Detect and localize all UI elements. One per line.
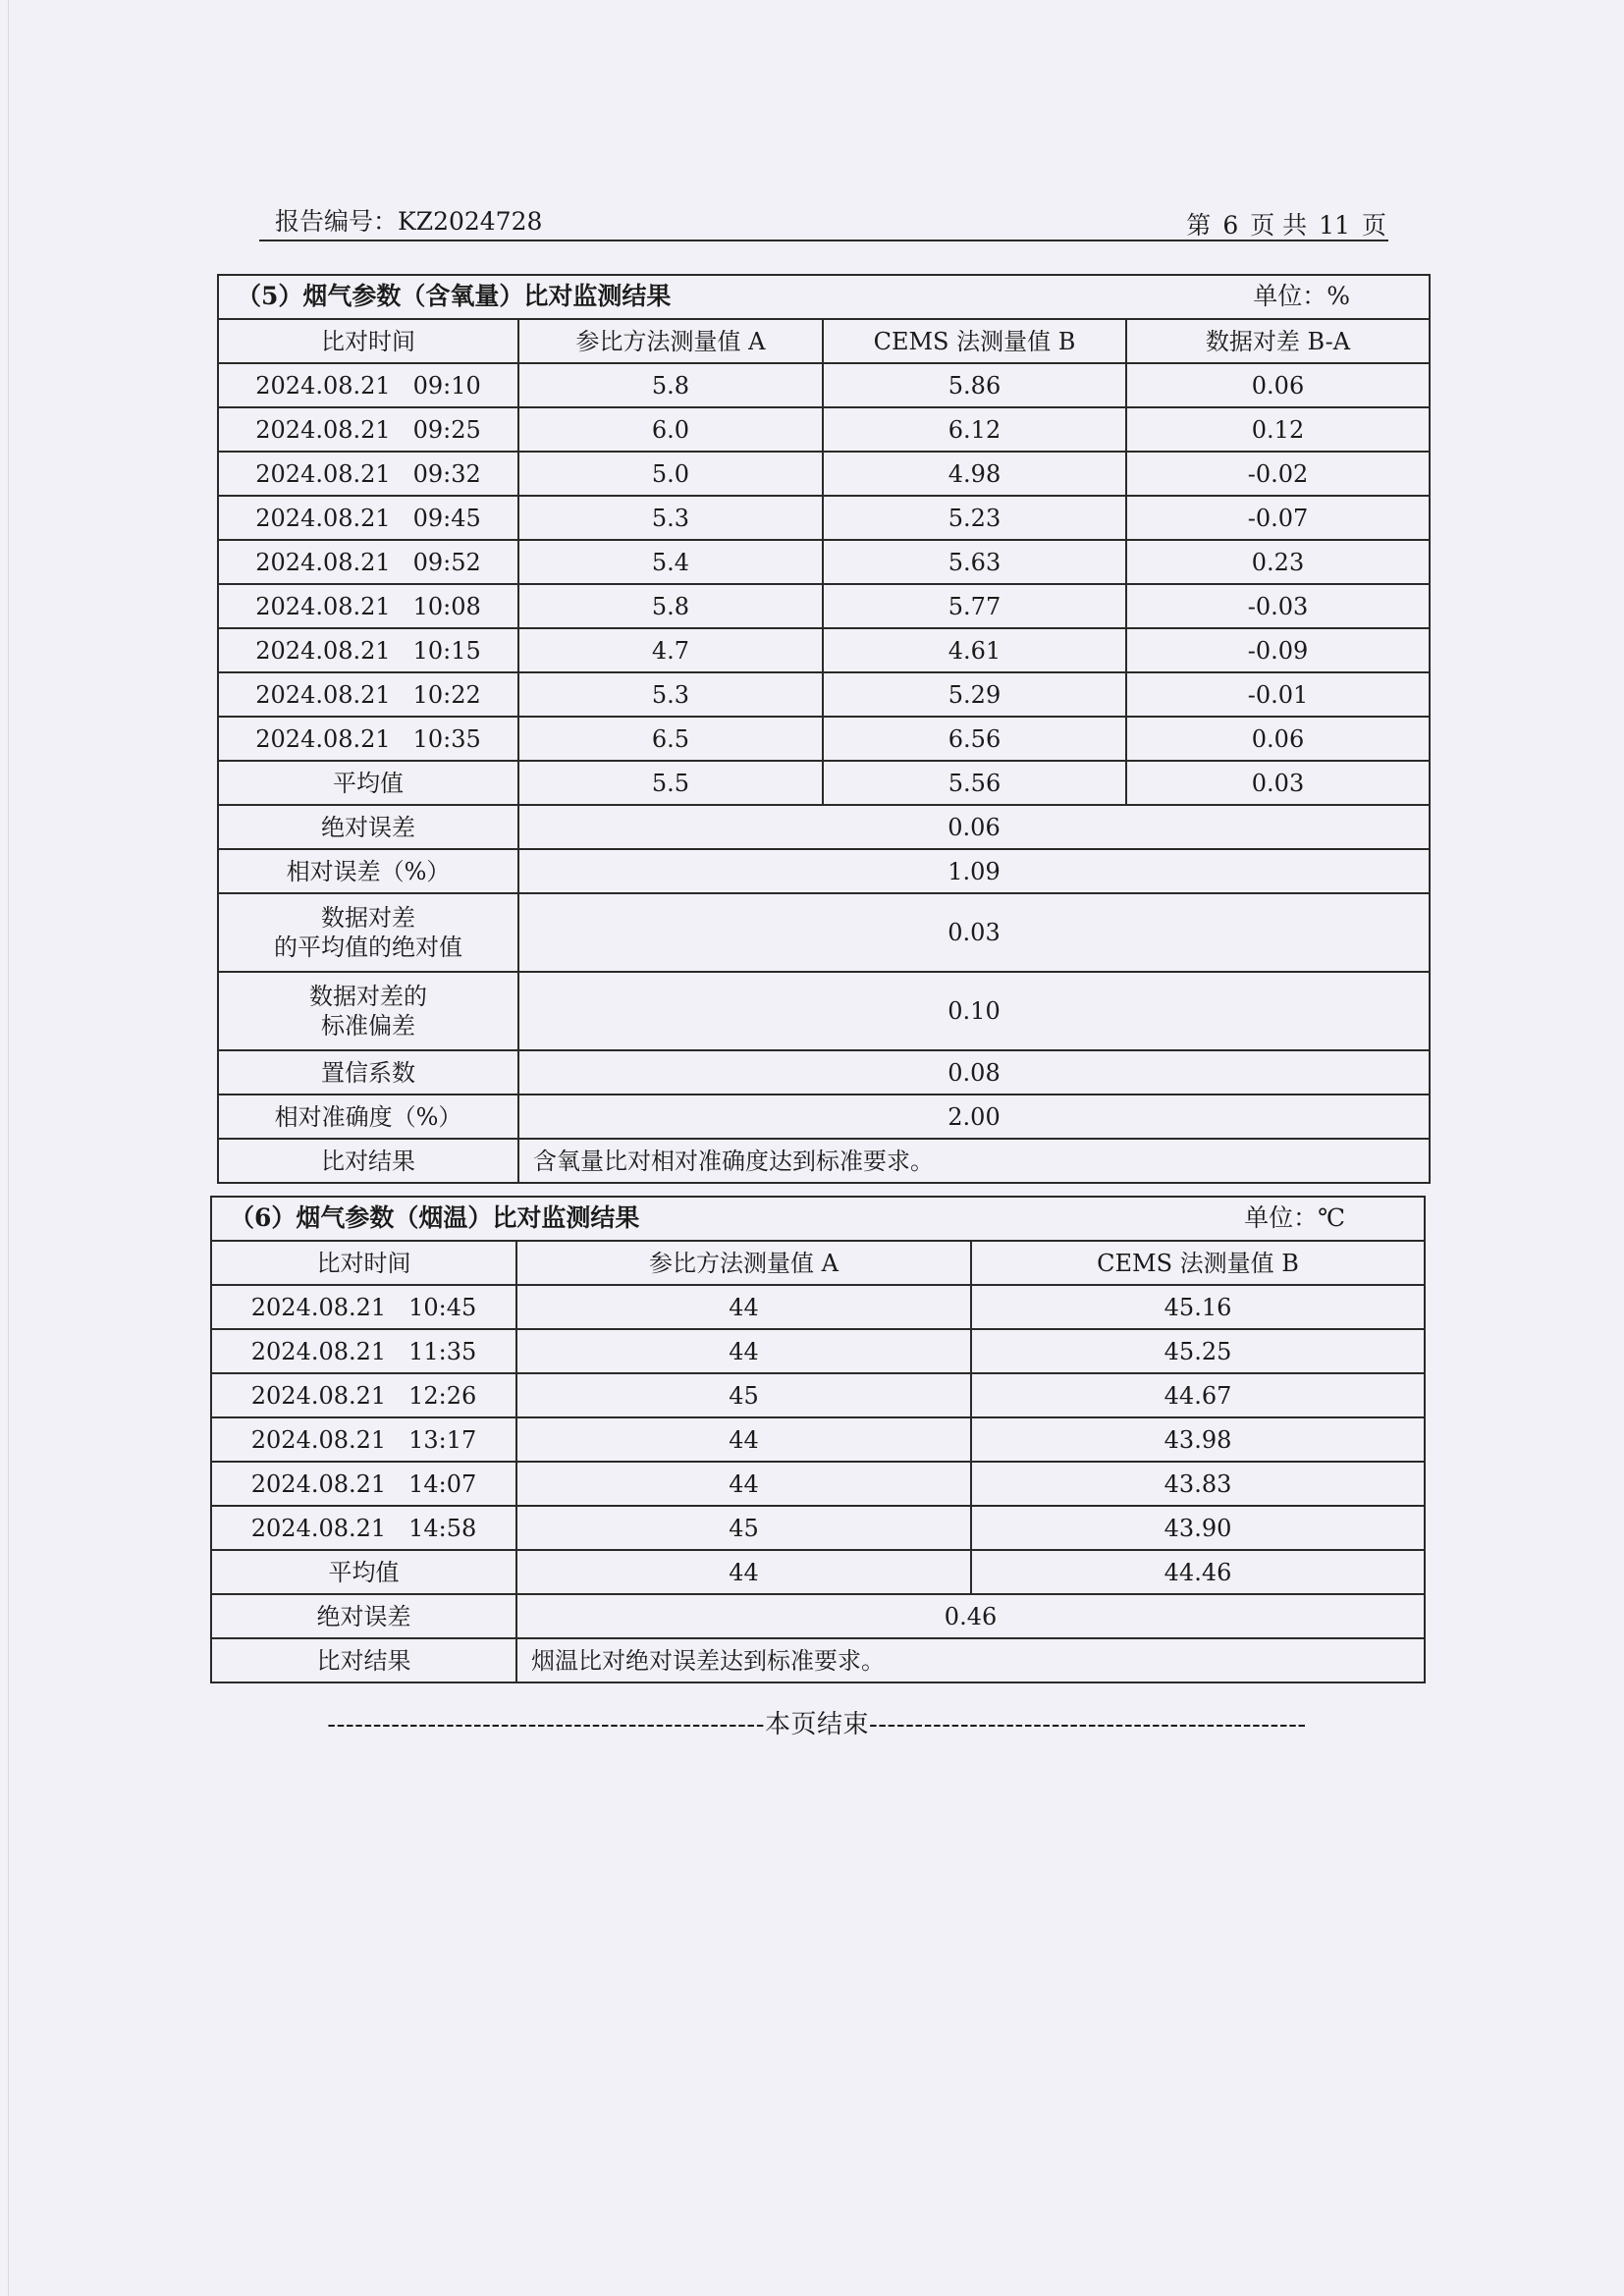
value-a-cell: 5.4 (518, 540, 823, 584)
result-row (211, 1638, 1425, 1682)
table-row (218, 363, 1430, 407)
column-header: 数据对差 B-A (1126, 319, 1430, 363)
average-label: 平均值 (218, 761, 518, 805)
stat-row (218, 1095, 1430, 1139)
table-row (218, 540, 1430, 584)
stat-label: 置信系数 (218, 1050, 518, 1095)
page-end-marker: ------------------------------------------------本页结束------------------------------------------------ (327, 1710, 1307, 1739)
time-cell: 2024.08.21 11:35 (211, 1329, 516, 1373)
table-row (218, 584, 1430, 628)
stat-value: 0.08 (518, 1050, 1430, 1095)
page-prefix: 第 (1186, 211, 1212, 240)
result-label: 比对结果 (218, 1139, 518, 1183)
table-row (218, 717, 1430, 761)
page-number: 6 (1222, 211, 1239, 240)
diff-cell: 0.06 (1126, 363, 1430, 407)
average-label: 平均值 (211, 1550, 516, 1594)
time-cell: 2024.08.21 09:52 (218, 540, 518, 584)
value-b-cell: 44.67 (971, 1373, 1425, 1417)
value-a-cell: 5.8 (518, 363, 823, 407)
stat-label: 数据对差 的平均值的绝对值 (218, 893, 518, 972)
value-a-cell: 44 (516, 1285, 971, 1329)
diff-cell: 0.06 (1126, 717, 1430, 761)
average-a: 44 (516, 1550, 971, 1594)
page-mid: 页 共 (1250, 211, 1308, 240)
stat-row (218, 972, 1430, 1050)
time-cell: 2024.08.21 12:26 (211, 1373, 516, 1417)
time-cell: 2024.08.21 14:07 (211, 1462, 516, 1506)
value-b-cell: 45.16 (971, 1285, 1425, 1329)
report-number-label: 报告编号： (275, 207, 399, 236)
diff-cell: -0.07 (1126, 496, 1430, 540)
stat-label: 绝对误差 (211, 1594, 516, 1638)
page-suffix: 页 (1361, 211, 1386, 240)
diff-cell: -0.03 (1126, 584, 1430, 628)
value-b-cell: 4.61 (823, 628, 1126, 672)
time-cell: 2024.08.21 10:22 (218, 672, 518, 717)
average-row (218, 761, 1430, 805)
temperature-comparison-table (210, 1196, 1426, 1683)
stat-value: 1.09 (518, 849, 1430, 893)
value-a-cell: 4.7 (518, 628, 823, 672)
average-b: 5.56 (823, 761, 1126, 805)
table-row (211, 1285, 1425, 1329)
diff-cell: -0.02 (1126, 452, 1430, 496)
table-row (218, 496, 1430, 540)
table-row (211, 1506, 1425, 1550)
time-cell: 2024.08.21 10:45 (211, 1285, 516, 1329)
stat-value: 2.00 (518, 1095, 1430, 1139)
column-header: 参比方法测量值 A (518, 319, 823, 363)
average-diff: 0.03 (1126, 761, 1430, 805)
table-row (218, 628, 1430, 672)
table-row (211, 1329, 1425, 1373)
diff-cell: 0.12 (1126, 407, 1430, 452)
value-a-cell: 44 (516, 1329, 971, 1373)
stat-label: 数据对差的 标准偏差 (218, 972, 518, 1050)
column-header: CEMS 法测量值 B (823, 319, 1126, 363)
stat-value: 0.03 (518, 893, 1430, 972)
diff-cell: -0.09 (1126, 628, 1430, 672)
average-b: 44.46 (971, 1550, 1425, 1594)
stat-label: 绝对误差 (218, 805, 518, 849)
time-cell: 2024.08.21 10:08 (218, 584, 518, 628)
report-number-value: KZ2024728 (398, 207, 543, 236)
value-b-cell: 4.98 (823, 452, 1126, 496)
table-row (211, 1417, 1425, 1462)
page-edge (8, 0, 9, 2296)
table-row (211, 1462, 1425, 1506)
diff-cell: 0.23 (1126, 540, 1430, 584)
oxygen-comparison-table (217, 274, 1431, 1184)
table-row (218, 672, 1430, 717)
value-b-cell: 43.98 (971, 1417, 1425, 1462)
result-row (218, 1139, 1430, 1183)
average-a: 5.5 (518, 761, 823, 805)
result-text: 含氧量比对相对准确度达到标准要求。 (518, 1139, 1430, 1183)
stat-row (211, 1594, 1425, 1638)
column-header: 参比方法测量值 A (516, 1241, 971, 1285)
value-b-cell: 6.12 (823, 407, 1126, 452)
value-a-cell: 5.8 (518, 584, 823, 628)
table-row (218, 407, 1430, 452)
value-a-cell: 6.0 (518, 407, 823, 452)
table-row (211, 1373, 1425, 1417)
section5-title: （5）烟气参数（含氧量）比对监测结果 (237, 282, 672, 310)
stat-row (218, 1050, 1430, 1095)
value-a-cell: 45 (516, 1506, 971, 1550)
stat-label: 相对误差（%） (218, 849, 518, 893)
average-row (211, 1550, 1425, 1594)
value-b-cell: 43.83 (971, 1462, 1425, 1506)
value-b-cell: 5.77 (823, 584, 1126, 628)
value-b-cell: 43.90 (971, 1506, 1425, 1550)
value-b-cell: 6.56 (823, 717, 1126, 761)
page-indicator (1186, 206, 1386, 241)
stat-value: 0.46 (516, 1594, 1425, 1638)
section6-header-row (211, 1241, 1425, 1285)
stat-row (218, 849, 1430, 893)
stat-value: 0.10 (518, 972, 1430, 1050)
time-cell: 2024.08.21 14:58 (211, 1506, 516, 1550)
column-header: 比对时间 (218, 319, 518, 363)
value-b-cell: 5.29 (823, 672, 1126, 717)
section6-title: （6）烟气参数（烟温）比对监测结果 (230, 1203, 640, 1232)
stat-row (218, 893, 1430, 972)
value-b-cell: 5.63 (823, 540, 1126, 584)
stat-label: 相对准确度（%） (218, 1095, 518, 1139)
table-row (218, 452, 1430, 496)
diff-cell: -0.01 (1126, 672, 1430, 717)
time-cell: 2024.08.21 13:17 (211, 1417, 516, 1462)
column-header: 比对时间 (211, 1241, 516, 1285)
section5-unit: 单位：% (1253, 282, 1350, 310)
time-cell: 2024.08.21 09:32 (218, 452, 518, 496)
value-b-cell: 5.23 (823, 496, 1126, 540)
section6-unit: 单位：℃ (1244, 1203, 1346, 1232)
value-a-cell: 5.3 (518, 496, 823, 540)
section5-header-row (218, 319, 1430, 363)
time-cell: 2024.08.21 09:45 (218, 496, 518, 540)
page-total: 11 (1319, 211, 1350, 240)
stat-value: 0.06 (518, 805, 1430, 849)
stat-row (218, 805, 1430, 849)
section5-title-row (218, 275, 1430, 319)
time-cell: 2024.08.21 09:25 (218, 407, 518, 452)
result-label: 比对结果 (211, 1638, 516, 1682)
column-header: CEMS 法测量值 B (971, 1241, 1425, 1285)
value-a-cell: 44 (516, 1417, 971, 1462)
value-a-cell: 5.3 (518, 672, 823, 717)
value-a-cell: 44 (516, 1462, 971, 1506)
page-header (259, 196, 1388, 241)
result-text: 烟温比对绝对误差达到标准要求。 (516, 1638, 1425, 1682)
value-a-cell: 6.5 (518, 717, 823, 761)
value-a-cell: 5.0 (518, 452, 823, 496)
time-cell: 2024.08.21 10:35 (218, 717, 518, 761)
value-b-cell: 45.25 (971, 1329, 1425, 1373)
value-b-cell: 5.86 (823, 363, 1126, 407)
time-cell: 2024.08.21 09:10 (218, 363, 518, 407)
value-a-cell: 45 (516, 1373, 971, 1417)
time-cell: 2024.08.21 10:15 (218, 628, 518, 672)
report-number (261, 202, 542, 238)
section6-title-row (211, 1197, 1425, 1241)
